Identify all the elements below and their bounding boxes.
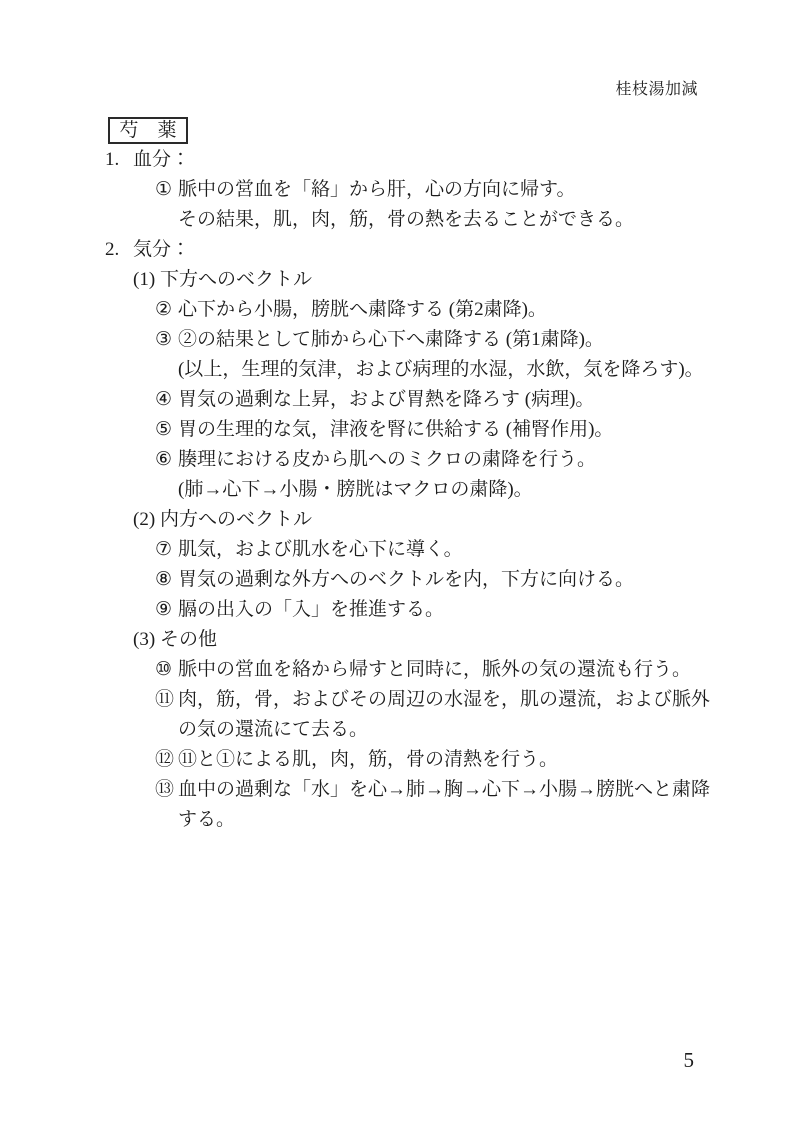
- list-marker: (1): [133, 269, 156, 290]
- doc-line: [0, 265, 800, 295]
- line-text: 血中の過剰な「水」を心→肺→胸→心下→小腸→膀胱へと粛降: [178, 779, 711, 800]
- line-text: 胃気の過剰な上昇，および胃熱を降ろす (病理)。: [178, 389, 595, 410]
- line-text: その他: [160, 629, 218, 650]
- list-marker: ③: [155, 329, 173, 350]
- line-text: 脈中の営血を絡から帰すと同時に，脈外の気の還流も行う。: [178, 659, 692, 680]
- doc-line: [0, 805, 800, 835]
- doc-line: [0, 445, 800, 475]
- line-text: 下方へのベクトル: [160, 269, 313, 290]
- list-marker: ④: [155, 389, 173, 410]
- running-header: 桂枝湯加減: [615, 81, 698, 98]
- line-text: その結果，肌，肉，筋，骨の熱を去ることができる。: [178, 209, 635, 230]
- doc-line: [0, 325, 800, 355]
- line-text: 胃の生理的な気，津液を腎に供給する (補腎作用)。: [178, 419, 614, 440]
- doc-line: [0, 145, 800, 175]
- list-marker: ⑥: [155, 449, 173, 470]
- doc-line: [0, 475, 800, 505]
- line-text: の気の還流にて去る。: [178, 719, 369, 740]
- doc-line: [0, 565, 800, 595]
- line-text: 腠理における皮から肌へのミクロの粛降を行う。: [178, 449, 597, 470]
- line-text: ②の結果として肺から心下へ粛降する (第1粛降)。: [178, 329, 604, 350]
- doc-line: [0, 745, 800, 775]
- doc-line: [0, 295, 800, 325]
- doc-line: [0, 355, 800, 385]
- line-text: 胃気の過剰な外方へのベクトルを内，下方に向ける。: [178, 569, 635, 590]
- list-marker: (2): [133, 509, 156, 530]
- list-marker: ①: [155, 179, 173, 200]
- list-marker: ⑩: [155, 659, 173, 680]
- line-text: する。: [178, 809, 236, 830]
- doc-line: [0, 655, 800, 685]
- list-marker: ⑪: [155, 689, 175, 710]
- section-title-box: [108, 117, 188, 144]
- line-text: 肉，筋，骨，およびその周辺の水湿を，肌の還流，および脈外: [178, 689, 711, 710]
- list-marker: ⑬: [155, 779, 175, 800]
- list-marker: ⑧: [155, 569, 173, 590]
- line-text: (肺→心下→小腸・膀胱はマクロの粛降)。: [178, 479, 533, 500]
- list-marker: ⑨: [155, 599, 173, 620]
- line-text: ⑪と①による肌，肉，筋，骨の清熱を行う。: [178, 749, 559, 770]
- line-text: (以上，生理的気津，および病理的水湿，水飲，気を降ろす)。: [178, 359, 704, 380]
- list-marker: ⑫: [155, 749, 175, 770]
- line-text: 肌気，および肌水を心下に導く。: [178, 539, 463, 560]
- doc-line: [0, 205, 800, 235]
- section-title-label: 芍 薬: [119, 120, 177, 141]
- doc-line: [0, 685, 800, 715]
- list-marker: ②: [155, 299, 173, 320]
- list-marker: 2.: [105, 239, 120, 260]
- line-text: 気分：: [133, 239, 191, 260]
- document-body: [0, 145, 800, 835]
- line-text: 膈の出入の「入」を推進する。: [178, 599, 445, 620]
- doc-line: [0, 235, 800, 265]
- line-text: 脈中の営血を「絡」から肝，心の方向に帰す。: [178, 179, 576, 200]
- doc-line: [0, 595, 800, 625]
- doc-line: [0, 625, 800, 655]
- line-text: 心下から小腸，膀胱へ粛降する (第2粛降)。: [178, 299, 547, 320]
- doc-line: [0, 775, 800, 805]
- doc-line: [0, 505, 800, 535]
- list-marker: ⑦: [155, 539, 173, 560]
- page-number: 5: [683, 1048, 694, 1072]
- list-marker: (3): [133, 629, 156, 650]
- doc-line: [0, 715, 800, 745]
- line-text: 血分：: [133, 149, 191, 170]
- doc-line: [0, 385, 800, 415]
- doc-line: [0, 175, 800, 205]
- list-marker: ⑤: [155, 419, 173, 440]
- line-text: 内方へのベクトル: [160, 509, 313, 530]
- doc-line: [0, 415, 800, 445]
- doc-line: [0, 535, 800, 565]
- list-marker: 1.: [105, 149, 120, 170]
